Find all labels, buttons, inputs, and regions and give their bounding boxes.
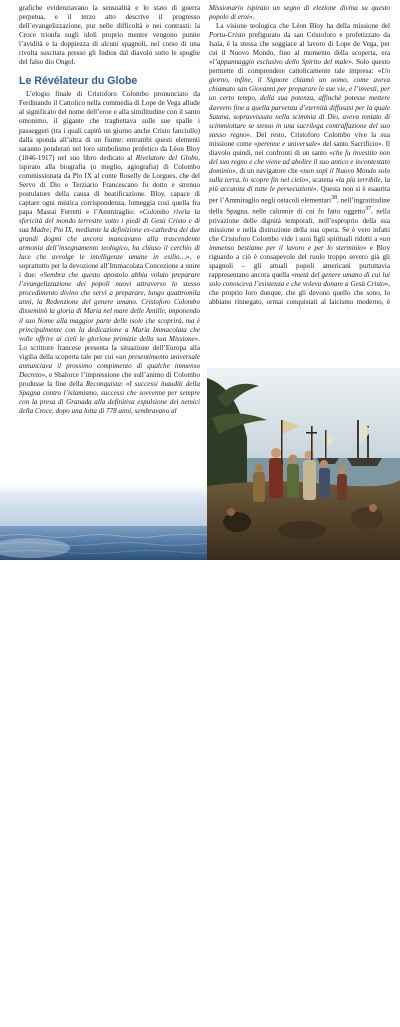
right-column-text	[209, 4, 391, 307]
body-paragraph: La visione teologica che Léon Bloy ha della missione del Portu-Cristo prefigurato da san Cristoforo e profetizzato da Isaia, è la stessa che soggiace al lavoro di Lope de Vega, per cui il Nuovo Mondo, fino al momento della scoperta, era «l’appannaggio esclusivo dello Spirito del male». Solo questo permette di comprendere cattolicamente tale impresa: «Un giorno, infine, il Signore chiamò un uomo, come aveva chiamato san Giovanni per preparare le sue vie, e l’investì, per un certo tempo, della sua potenza, affinché potesse mettere davvero fine a quella parvenza d’eternità diffusasi per la quale Satana, sopravvissuto nella scimmia di Dio, aveva tentato di scimmiottare se stesso in una sacrilega contraffazione del suo stesso regno». Del resto, Cristoforo Colombo vive la sua missione come «perenne e universale» del santo Sacrificio». Il diavolo quindi, nei confronti di un santo «che fu investito non del suo regno e che viene ad abolire il suo antico e incontestato dominio», di un navigatore che «non sopì il Nuovo Mondo solo sulla terra, lo scopre fin nel cielo», scatena «la più terribile, la più accanita di tutte le persecuzioni». Questa non si è esaurita per l’Ammiraglio negli ostacoli elementari$^{38}$, nell’ingratitudine della Spagna, nelle calunnie di cui fu fatto oggetto$^{37}$, nella privazione delle dignità temporali, nell’esproprio della sua missione e nella distruzione della sua opera. Se è vero infatti che Cristoforo Colombo vide i suoi figli spirituali ridotti a «un immenso bestiame per il lavoro e per lo sterminio» e Bloy riguardo a ciò è consapevole del ruolo troppo severo già gli spagnoli – gli attuali popoli americani purtuttavia rappresentano ancora quella «metà del genere umano di cui lui solo conosceva l’esistenza e che voleva donare a Gesù Cristo», che proprio loro dunque, che gli devono quello che sono, lo abbiano rinnegato, ormai conquistati al laicismo moderno, è	[209, 22, 391, 307]
quote-continuation: Missionario ispirato un segno di elezione divina su questo popolo di eroi».	[209, 4, 390, 22]
body-paragraph: L’elogio finale di Cristoforo Colombo pronunciato da Ferdinando il Cattolico nella commedia di Lope de Vega allude al significato del nome dell’eroe e alla similitudine con il santo omonimo, il gigante che traghettava sulle sue spalle i passeggeri (tra i quali capitò un giorno anche Cristo fanciullo) dalla sponda all’altra di un fiume: entrambi questi elementi saranno ponderati nel loro simbolismo profetico da Léon Bloy (1846-1917) nel suo libro dedicato al Rivelatore del Globo, ispirato alla biografia (o meglio, agiografia) di Colombo commissionata da Pio IX al conte Roselly de Lorgues, che del Servo di Dio e Terziario Francescano fu dotto e strenuo postulatore della causa di beatificazione. Bloy, capace di captare ogni mistica corrispondenza, lumeggia così quella fra papa Mastai Ferretti e l’Ammiraglio: «Colombo rivela la sfericità del mondo terrestre sotto i piedi di Gesù Cristo e di sua Madre; Pio IX, mediante la definizione ex-cathedra dei due grandi dogmi che ancora mancavano alla trascendente armonia dell’insegnamento teologico, ha chiuso il cerchio di luce che avvolge le intelligenze umane in esilio…», e soprattutto per la devozione all’Immacolata Concezione a unire i due: «Sembra che questo apostolo abbia voluto preparare l’evangelizzazione dei popoli nuovi attraverso lo stesso procedimento divino che servì a preparare, lungo quattromila anni, la Redenzione del genere umano. Cristoforo Colombo disseminò la gloria di Maria nel mare delle Antille, imponendo il suo Nome alla maggior parte delle isole che scoprirà, ma è principalmente con la dedicazione a Maria Immacolata che volle offrire ai cieli le gloriose primizie della sua Missione». Lo scrittore francese presenta la situazione dell’Europa alla vigilia della scoperta tale per cui «un presentimento universale annunciava il prossimo compimento di qualche immenso Decreto», e Sbalorce l’impressione che sull’animo di Colombo produsse la fine della Reconquista: «I successi inauditi della Spagna contro l’islamismo, successi che sovvenne per sempre con la presa di Granada alla definitiva espulsione dei nemici della Croce, dopo una lotta di 778 anni, sembravano al	[19, 90, 201, 415]
colombus-landing-painting	[207, 308, 400, 560]
section-heading: Le Révélateur du Globe	[19, 75, 138, 88]
right-column	[209, 4, 391, 307]
left-column	[19, 4, 200, 486]
intro-paragraph: grafiche evidenziavano la sensualità e lo stato di guerra perpetua, e il terzo atto descrive il progresso dell’evangelizzazione, pur nelle difficoltà e nei contrasti: la Croce trionfa sugli idoli proprio mentre vengono punite l’avidità e la doppiezza di alcuni spagnoli, nel corso di una rivolta suscitata presso gli Indios dal diavolo sotto le spoglie del falso dio Ongol.	[19, 4, 200, 67]
footnote-ref: 38	[331, 194, 338, 201]
sea-photo	[0, 478, 210, 1027]
footnote-ref: 37	[365, 206, 371, 213]
page-number: 32	[4, 1020, 12, 1027]
left-column-text	[19, 4, 200, 486]
